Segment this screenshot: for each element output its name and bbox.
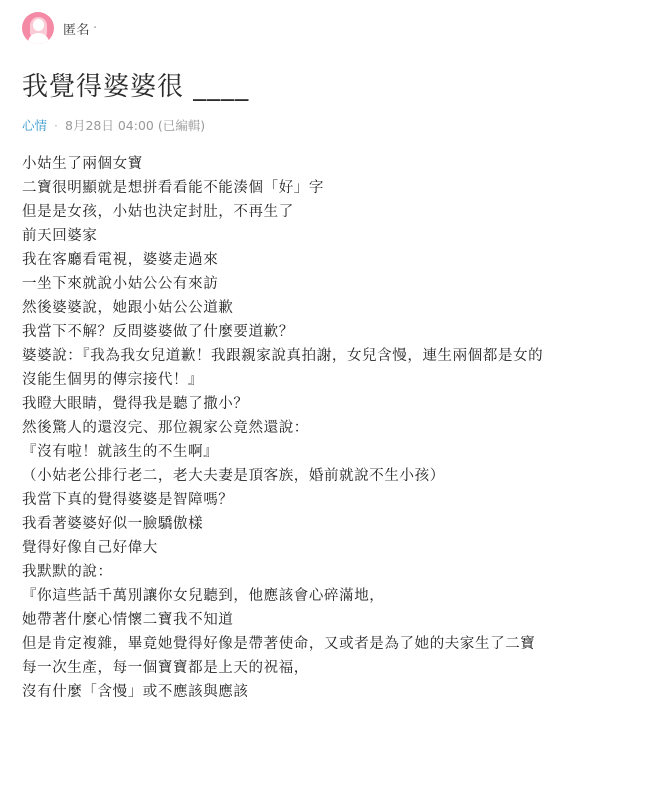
content-line: 我當下不解？反問婆婆做了什麼要道歉？: [22, 324, 294, 340]
content-line: 婆婆說：『我為我女兒道歉！我跟親家說真拍謝，女兒含慢，連生兩個都是女的: [22, 348, 544, 364]
content-line: 我看著婆婆好似一臉驕傲樣: [22, 516, 204, 532]
post-content: [22, 152, 652, 704]
content-line: 她帶著什麼心情懷二寶我不知道: [22, 612, 234, 628]
content-line: 但是是女孩，小姑也決定封肚，不再生了: [22, 204, 294, 220]
avatar[interactable]: [22, 12, 54, 44]
content-line: 但是肯定複雜，畢竟她覺得好像是帶著使命，又或者是為了她的夫家生了二寶: [22, 636, 536, 652]
author-separator: ·: [93, 20, 98, 36]
post-meta: [22, 116, 205, 134]
post-title: 我覺得婆婆很 ____: [22, 72, 250, 102]
content-line: （小姑老公排行老二，老大夫妻是頂客族，婚前就說不生小孩）: [22, 468, 445, 484]
author-row: [22, 12, 97, 44]
content-line: 小姑生了兩個女寶: [22, 156, 143, 172]
content-line: 沒有什麼「含慢」或不應該與應該: [22, 684, 249, 700]
content-line: 一坐下來就說小姑公公有來訪: [22, 276, 219, 292]
meta-dot: ·: [54, 117, 58, 133]
content-line: 然後婆婆說，她跟小姑公公道歉: [22, 300, 234, 316]
board-link[interactable]: 心情: [22, 118, 48, 133]
content-line: 『沒有啦！就該生的不生啊』: [22, 444, 219, 460]
content-line: 『你這些話千萬別讓你女兒聽到，他應該會心碎滿地，: [22, 588, 385, 604]
content-line: 我瞪大眼睛，覺得我是聽了撒小？: [22, 396, 249, 412]
content-line: 我默默的說：: [22, 564, 113, 580]
author-name[interactable]: 匿名: [63, 22, 91, 38]
content-line: 每一次生產，每一個寶寶都是上天的祝福，: [22, 660, 309, 676]
content-line: 然後驚人的還沒完、那位親家公竟然還說：: [22, 420, 309, 436]
content-line: 我在客廳看電視，婆婆走過來: [22, 252, 219, 268]
content-line: 覺得好像自己好偉大: [22, 540, 158, 556]
content-line: 二寶很明顯就是想拼看看能不能湊個「好」字: [22, 180, 324, 196]
content-line: 前天回婆家: [22, 228, 98, 244]
content-line: 沒能生個男的傳宗接代！』: [22, 372, 204, 388]
post-time: 8月28日 04:00 (已編輯): [65, 118, 206, 133]
content-line: 我當下真的覺得婆婆是智障嗎？: [22, 492, 234, 508]
avatar-head-shape: [33, 19, 44, 31]
